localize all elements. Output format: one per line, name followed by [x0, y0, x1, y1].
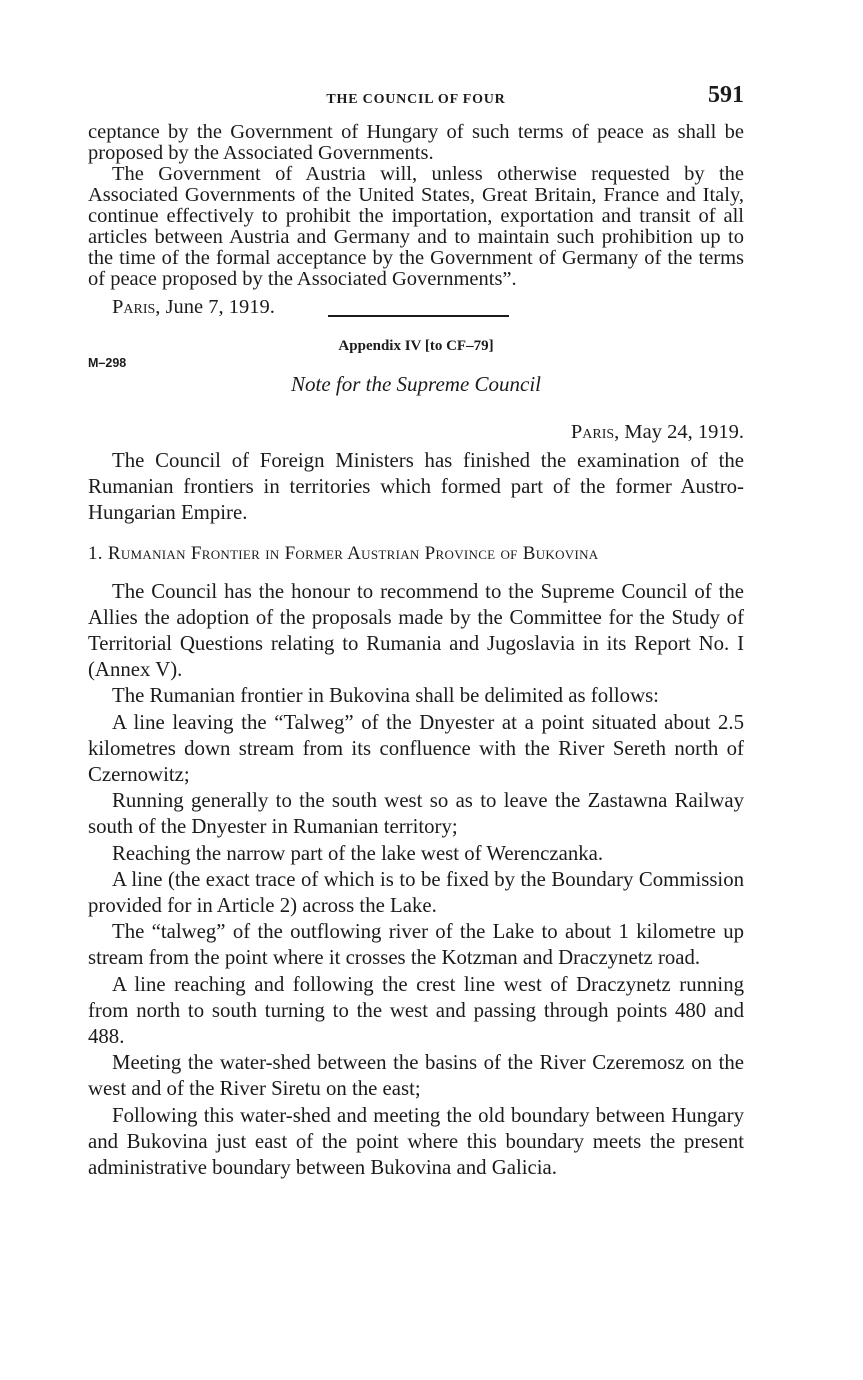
- appendix-header: [88, 338, 744, 368]
- continued-text: [88, 122, 744, 290]
- paragraph: Following this water-shed and meeting the old boundary between Hungary and Bukovina just east of the point where this boundary meets the present administrative boundary between Bukovina and Galicia.: [88, 1103, 744, 1180]
- paragraph: A line (the exact trace of which is to be fixed by the Boundary Commission provided for in Article 2) across the Lake.: [88, 867, 744, 918]
- paragraph: The Rumanian frontier in Bukovina shall be delimited as follows:: [112, 684, 659, 708]
- dateline-place: Paris,: [570, 421, 620, 443]
- note-body: [88, 448, 744, 1181]
- paragraph: Running generally to the south west so as to leave the Zastawna Railway south of the Dnyester in Rumanian territory;: [88, 789, 744, 839]
- paragraph: Meeting the water-shed between the basins of the River Czeremosz on the west and of the River Siretu on the east;: [88, 1051, 744, 1101]
- appendix-subtitle: Note for the Supreme Council: [290, 372, 542, 396]
- margin-mark: M–298: [88, 356, 127, 370]
- section-divider: [328, 315, 509, 317]
- section-heading: 1. Rumanian Frontier in Former Austrian Province of Bukovina: [88, 542, 599, 564]
- paragraph: ceptance by the Government of Hungary of such terms of peace as shall be proposed by the Associated Governments.: [88, 121, 744, 164]
- appendix-title: Appendix IV [to CF–79]: [338, 338, 494, 354]
- paragraph: A line leaving the “Talweg” of the Dnyester at a point situated about 2.5 kilometres down stream from its confluence with the River Sereth north of Czernowitz;: [88, 710, 744, 787]
- page-number: 591: [708, 82, 744, 108]
- paragraph: The Council has the honour to recommend to the Supreme Council of the Allies the adoption of the proposals made by the Committee for the Study of Territorial Questions relating to Rumania and Jugoslavia in its Report No. I (Annex V).: [88, 579, 744, 682]
- signoff-place: Paris,: [112, 296, 161, 318]
- dateline: [88, 421, 744, 444]
- page-header: [88, 82, 744, 112]
- paragraph: A line reaching and following the crest line west of Draczynetz running from north to south turning to the west and passing through points 480 and 488.: [88, 972, 744, 1049]
- paragraph: Reaching the narrow part of the lake west of Werenczanka.: [112, 841, 604, 865]
- signoff-date: June 7, 1919.: [165, 296, 275, 318]
- document-page: [88, 82, 744, 1181]
- paragraph: The Government of Austria will, unless otherwise requested by the Associated Governments of the United States, Great Britain, France and Italy, continue effectively to prohibit the importation, exportation and transit of all articles between Austria and Germany and to maintain such prohibition up to the time of the formal acceptance by the Government of Germany of the terms of peace proposed by the Associated Governments”.: [88, 163, 744, 290]
- paragraph: The “talweg” of the outflowing river of the Lake to about 1 kilometre up stream from the point where it crosses the Kotzman and Draczynetz road.: [88, 920, 744, 970]
- signoff: [88, 296, 744, 328]
- dateline-date: May 24, 1919.: [624, 421, 744, 443]
- running-title: THE COUNCIL OF FOUR: [326, 92, 506, 107]
- intro-paragraph: The Council of Foreign Ministers has finished the examination of the Rumanian frontiers in territories which formed part of the former Austro-Hungarian Empire.: [88, 449, 744, 525]
